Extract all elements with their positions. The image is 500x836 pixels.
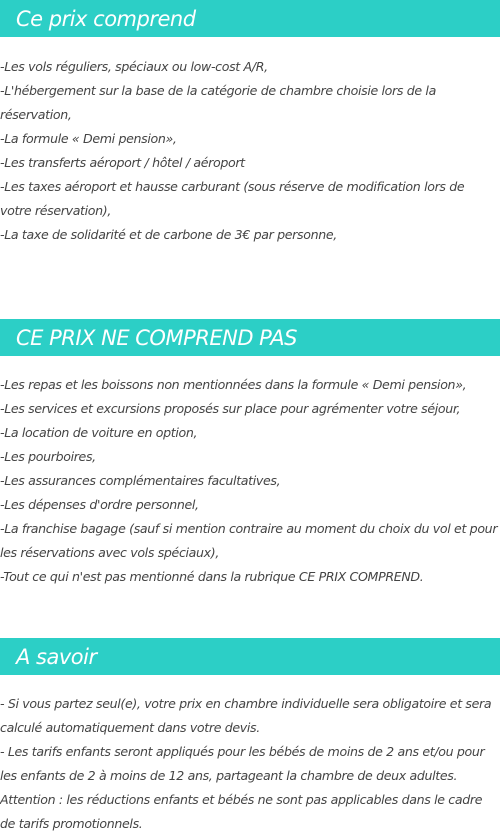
section-title: A savoir [16,644,97,669]
list-item: Attention : les réductions enfants et bébés ne sont pas applicables dans le cadre de tarifs promotionnels. [0,792,483,831]
list-item: -Les assurances complémentaires facultatives, [0,473,281,488]
list-item: - Les tarifs enfants seront appliqués pour les bébés de moins de 2 ans et/ou pour les enfants de 2 à moins de 12 ans, partageant la chambre de deux adultes. [0,744,485,783]
section-body-ce-prix-ne-comprend-pas [0,373,500,589]
section-header-ce-prix-comprend [0,0,500,37]
list-item: -Les vols réguliers, spéciaux ou low-cost A/R, [0,59,268,74]
section-header-ce-prix-ne-comprend-pas [0,319,500,356]
list-item: -Les repas et les boissons non mentionnées dans la formule « Demi pension», [0,377,467,392]
section-title: CE PRIX NE COMPREND PAS [16,325,297,350]
section-body-ce-prix-comprend [0,55,500,247]
list-item: -Les pourboires, [0,449,96,464]
list-item: -La formule « Demi pension», [0,131,177,146]
list-item: -L'hébergement sur la base de la catégorie de chambre choisie lors de la réservation, [0,83,436,122]
section-title: Ce prix comprend [16,6,196,31]
list-item: -Les dépenses d'ordre personnel, [0,497,199,512]
section-body-a-savoir [0,692,500,836]
list-item: -La location de voiture en option, [0,425,198,440]
list-item: -La franchise bagage (sauf si mention contraire au moment du choix du vol et pour les réservations avec vols spéciaux), [0,521,498,560]
list-item: - Si vous partez seul(e), votre prix en chambre individuelle sera obligatoire et sera calculé automatiquement dans votre devis. [0,696,492,735]
list-item: -La taxe de solidarité et de carbone de 3€ par personne, [0,227,337,242]
list-item: -Les transferts aéroport / hôtel / aéroport [0,155,245,170]
list-item: -Tout ce qui n'est pas mentionné dans la rubrique CE PRIX COMPREND. [0,569,424,584]
section-header-a-savoir [0,638,500,675]
list-item: -Les taxes aéroport et hausse carburant (sous réserve de modification lors de votre réservation), [0,179,465,218]
list-item: -Les services et excursions proposés sur place pour agrémenter votre séjour, [0,401,461,416]
